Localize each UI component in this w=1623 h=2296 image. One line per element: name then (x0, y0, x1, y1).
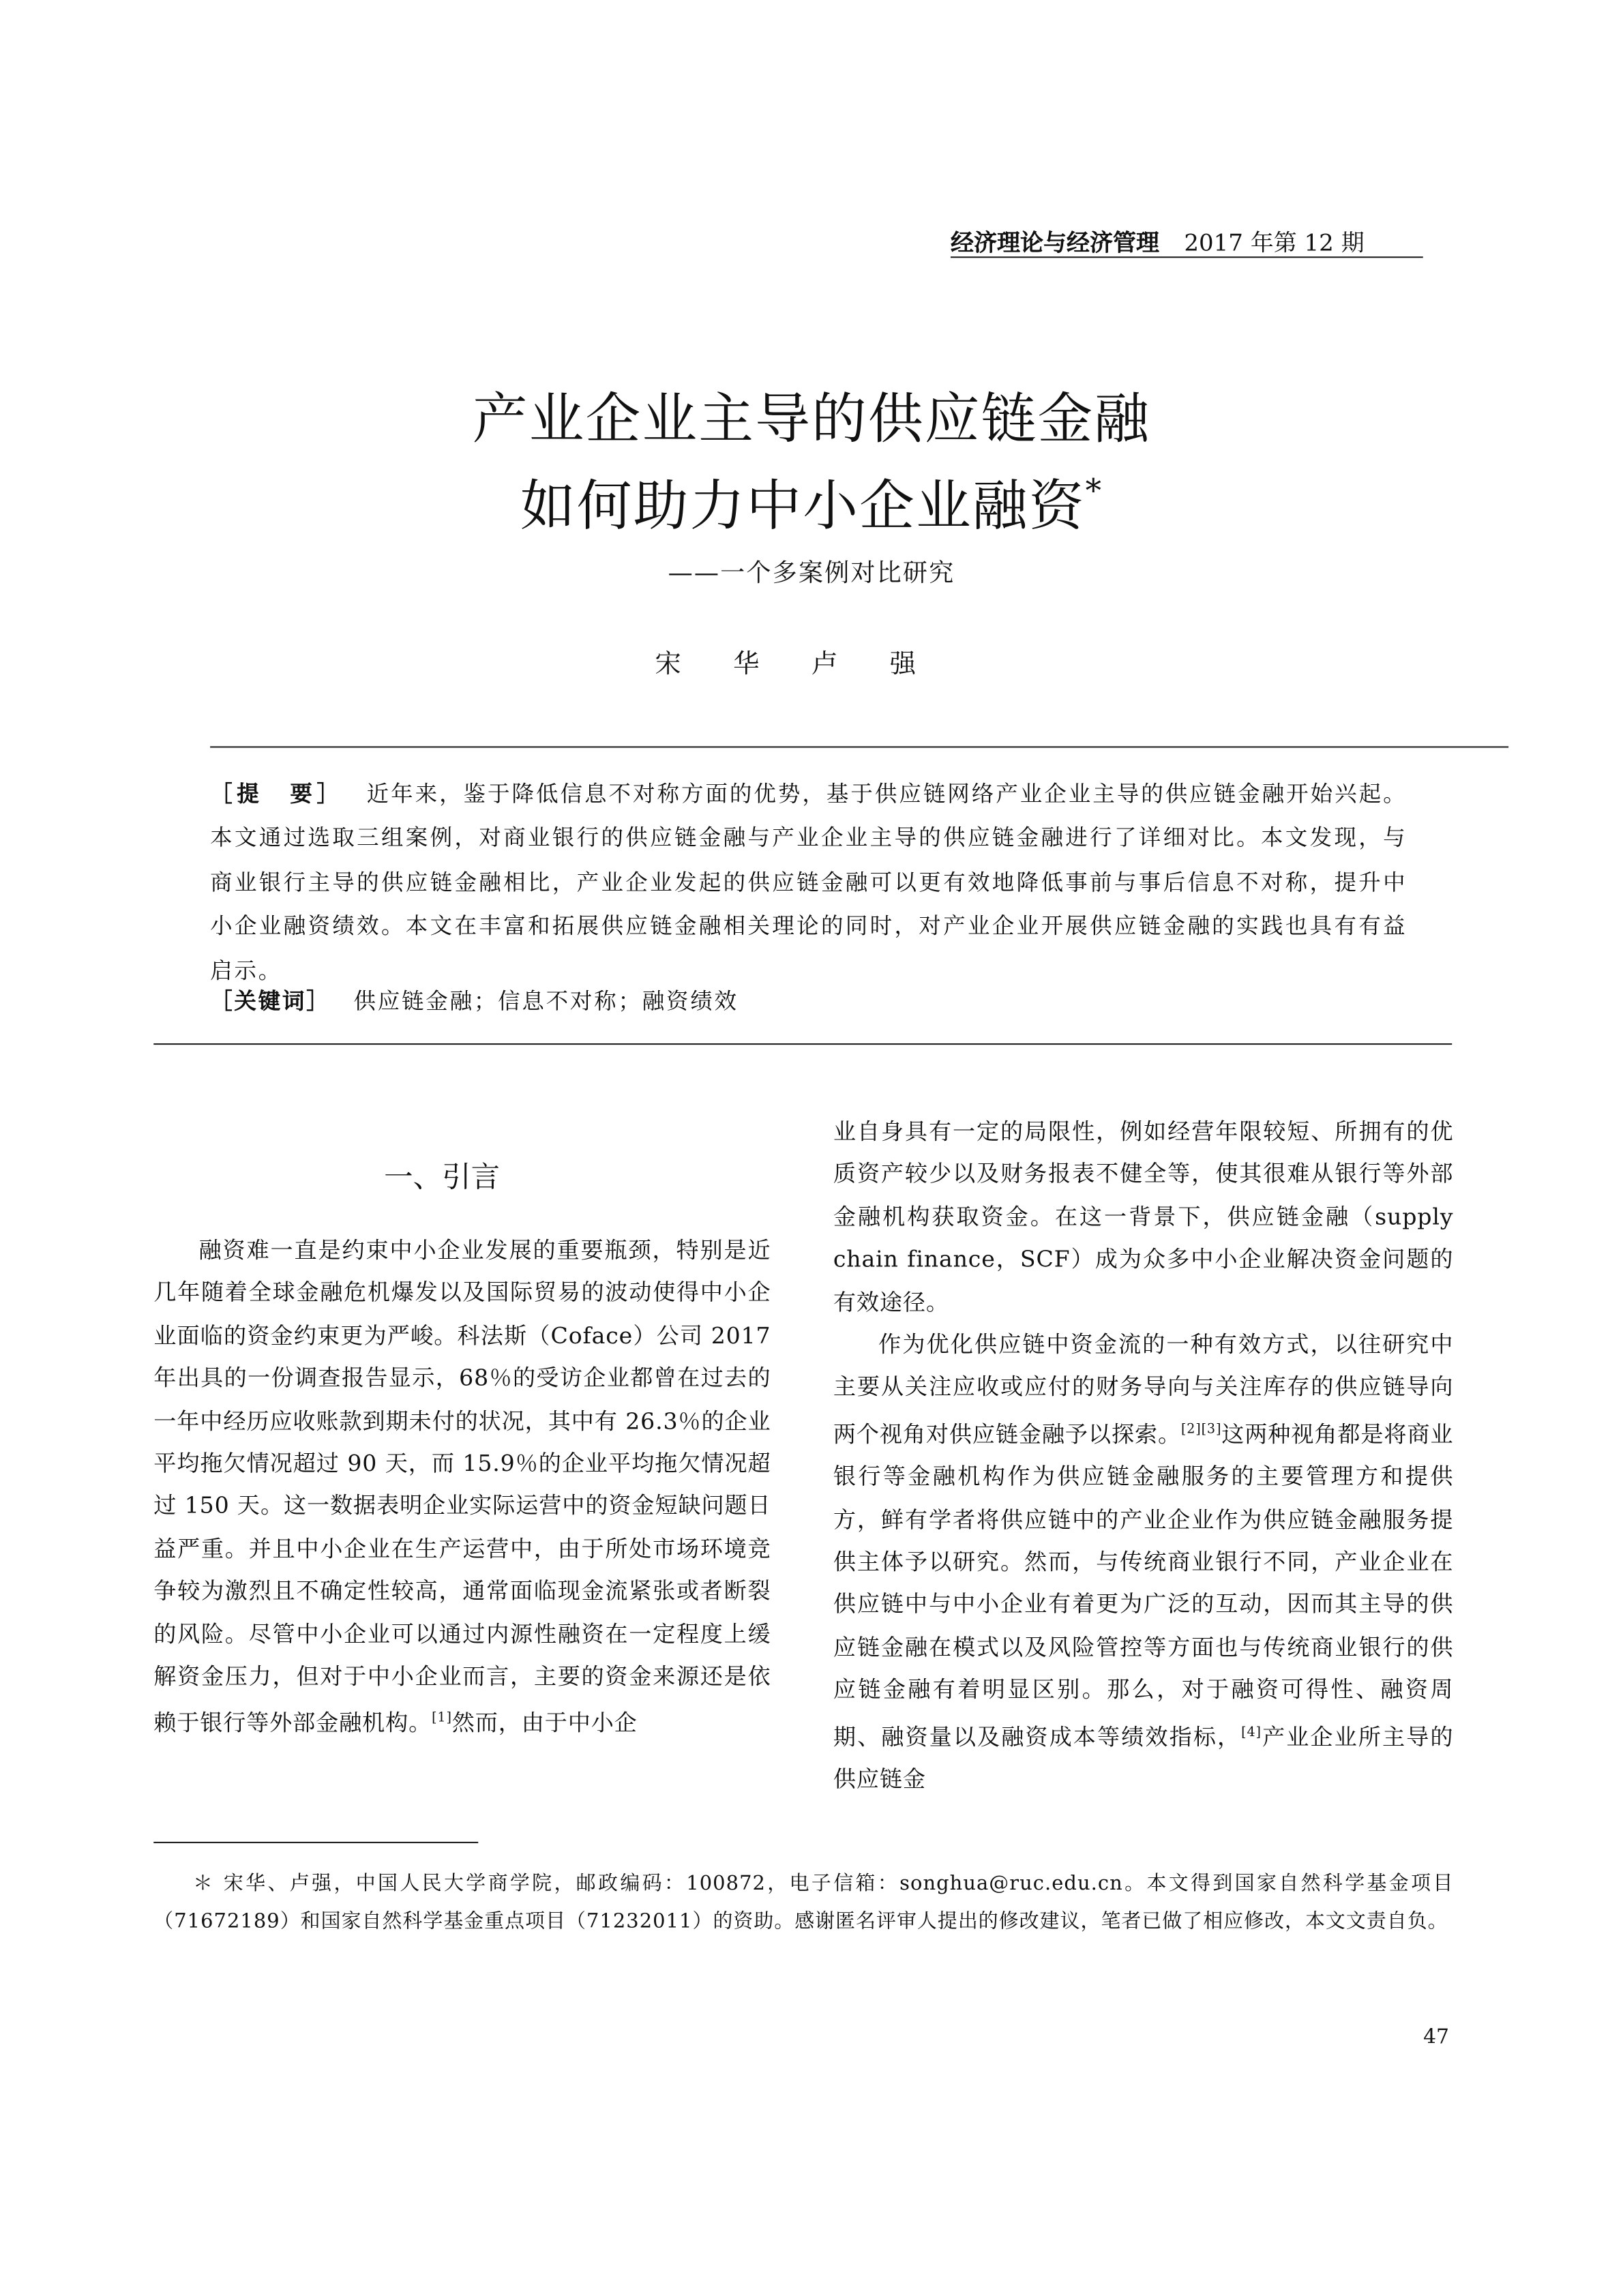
keywords-label: ［关键词］ (210, 988, 331, 1015)
abstract (210, 773, 1407, 993)
issue-label: 2017 年第 12 期 (1184, 228, 1365, 257)
title-line-1: 产业企业主导的供应链金融 (472, 387, 1151, 451)
abstract-text: 近年来，鉴于降低信息不对称方面的优势，基于供应链网络产业企业主导的供应链金融开始兴起。本文通过选取三组案例，对商业银行的供应链金融与产业企业主导的供应链金融进行了详细对比。本文发现，与商业银行主导的供应链金融相比，产业企业发起的供应链金融可以更有效地降低事前与事后信息不对称，提升中小企业融资绩效。本文在丰富和拓展供应链金融相关理论的同时，对产业企业开展供应链金融的实践也具有有益启示。 (210, 781, 1408, 984)
authors: 宋华卢强 (655, 649, 968, 680)
subtitle: ——一个多案例对比研究 (668, 559, 955, 588)
paragraph-text: 产业企业所主导的供应链金 (833, 1724, 1454, 1793)
keywords (210, 984, 1407, 1016)
page-number: 47 (1423, 2025, 1449, 2049)
title-line-2-text: 如何助力中小企业融资 (520, 473, 1086, 538)
paragraph (833, 1324, 1454, 1802)
paragraph-text: 然而，由于中小企 (451, 1710, 638, 1737)
running-head (951, 224, 1423, 258)
paragraph: 业自身具有一定的局限性，例如经营年限较短、所拥有的优质资产较少以及财务报表不健全等，使其很难从银行等外部金融机构获取资金。在这一背景下，供应链金融（supply chain finance，SCF）成为众多中小企业解决资金问题的有效途径。 (833, 1118, 1454, 1315)
citation: [4] (1241, 1725, 1262, 1740)
citation: [2][3] (1180, 1422, 1222, 1437)
paragraph-text: 作为优化供应链中资金流的一种有效方式，以往研究中主要从关注应收或应付的财务导向与关注库存的供应链导向两个视角对供应链金融予以探索。 (833, 1331, 1454, 1448)
footnote: ＊ 宋华、卢强，中国人民大学商学院，邮政编码：100872，电子信箱：songhua@ruc.edu.cn。本文得到国家自然科学基金项目（71672189）和国家自然科学基金重点项目（71232011）的资助。感谢匿名评审人提出的修改建议，笔者已做了相应修改，本文文责自负。 (153, 1872, 1454, 1934)
paragraph-text: 融资难一直是约束中小企业发展的重要瓶颈，特别是近几年随着全球金融危机爆发以及国际贸易的波动使得中小企业面临的资金约束更为严峻。科法斯（Coface）公司 2017 年出具的一份调查报告显示，68％的受访企业都曾在过去的一年中经历应收账款到期未付的状况，其中有 26.3％的企业平均拖欠情况超过 90 天，而 15.9％的企业平均拖欠情况超过 150 天。这一数据表明企业实际运营中的资金短缺问题日益严重。并且中小企业在生产运营中，由于所处市场环境竞争较为激烈且不确定性较高，通常面临现金流紧张或者断裂的风险。尽管中小企业可以通过内源性融资在一定程度上缓解资金压力，但对于中小企业而言，主要的资金来源还是依赖于银行等外部金融机构。 (153, 1237, 771, 1737)
keywords-text: 供应链金融；信息不对称；融资绩效 (353, 988, 739, 1015)
abstract-label: ［提 要］ (210, 781, 344, 807)
abstract-bottom-rule (153, 1043, 1452, 1045)
body-column-right (833, 1112, 1454, 1802)
running-head-rule (951, 256, 1423, 258)
paragraph (153, 1230, 771, 1746)
footnote-rule (153, 1842, 478, 1843)
body-column-left (153, 1230, 771, 1746)
paragraph-text: 这两种视角都是将商业银行等金融机构作为供应链金融服务的主要管理方和提供方，鲜有学者将供应链中的产业企业作为供应链金融服务提供主体予以研究。然而，与传统商业银行不同，产业企业在供应链中与中小企业有着更为广泛的互动，因而其主导的供应链金融在模式以及风险管控等方面也与传统商业银行的供应链金融有着明显区别。那么，对于融资可得性、融资周期、融资量以及融资成本等绩效指标， (833, 1421, 1454, 1750)
section-heading: 一、引言 (384, 1159, 501, 1194)
title-footnote-mark: * (1085, 473, 1103, 510)
citation: [1] (432, 1712, 452, 1727)
abstract-top-rule (210, 746, 1508, 747)
journal-name: 经济理论与经济管理 (951, 228, 1160, 257)
title-line-2 (174, 461, 1449, 541)
